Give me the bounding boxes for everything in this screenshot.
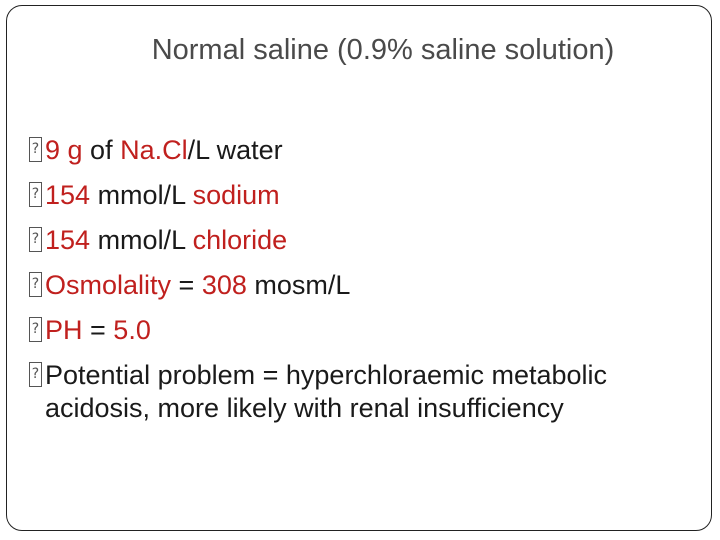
slide-frame <box>6 5 712 531</box>
bullet-text-segment: mmol/L <box>90 180 193 210</box>
bullet-glyph-icon: ? <box>29 317 42 342</box>
bullet-item <box>29 359 645 425</box>
bullet-glyph-icon: ? <box>29 227 42 252</box>
bullet-text-segment: mmol/L <box>90 225 193 255</box>
bullet-text-segment: 154 <box>45 225 91 255</box>
bullet-text-segment: 154 <box>45 180 91 210</box>
bullet-text-segment: chloride <box>192 225 288 255</box>
bullet-text-segment: Osmolality <box>45 270 172 300</box>
bullet-glyph-icon: ? <box>29 182 42 207</box>
slide-title: Normal saline (0.9% saline solution) <box>151 34 615 66</box>
bullet-text-segment: Potential problem = hyperchloraemic metabolic acidosis, more likely with renal insufficiency <box>45 360 608 423</box>
bullet-glyph-icon: ? <box>29 137 42 162</box>
bullet-item <box>29 134 699 167</box>
bullet-item <box>29 179 699 212</box>
bullet-item <box>29 314 699 347</box>
bullet-item <box>29 269 699 302</box>
bullet-text-segment: sodium <box>192 180 280 210</box>
bullet-list <box>29 134 699 437</box>
bullet-text-segment: 9 g <box>45 135 83 165</box>
bullet-text-segment: = <box>171 270 202 300</box>
bullet-text-segment: 308 <box>201 270 247 300</box>
bullet-text-segment: mosm/L <box>246 270 351 300</box>
bullet-text-segment: of <box>82 135 121 165</box>
bullet-text-segment: /L water <box>187 135 283 165</box>
bullet-text-segment: 5.0 <box>113 315 151 345</box>
bullet-item <box>29 224 699 257</box>
bullet-glyph-icon: ? <box>29 362 42 387</box>
bullet-glyph-icon: ? <box>29 272 42 297</box>
bullet-text-segment: = <box>82 315 114 345</box>
bullet-text-segment: Na.Cl <box>120 135 188 165</box>
bullet-text-segment: PH <box>45 315 83 345</box>
